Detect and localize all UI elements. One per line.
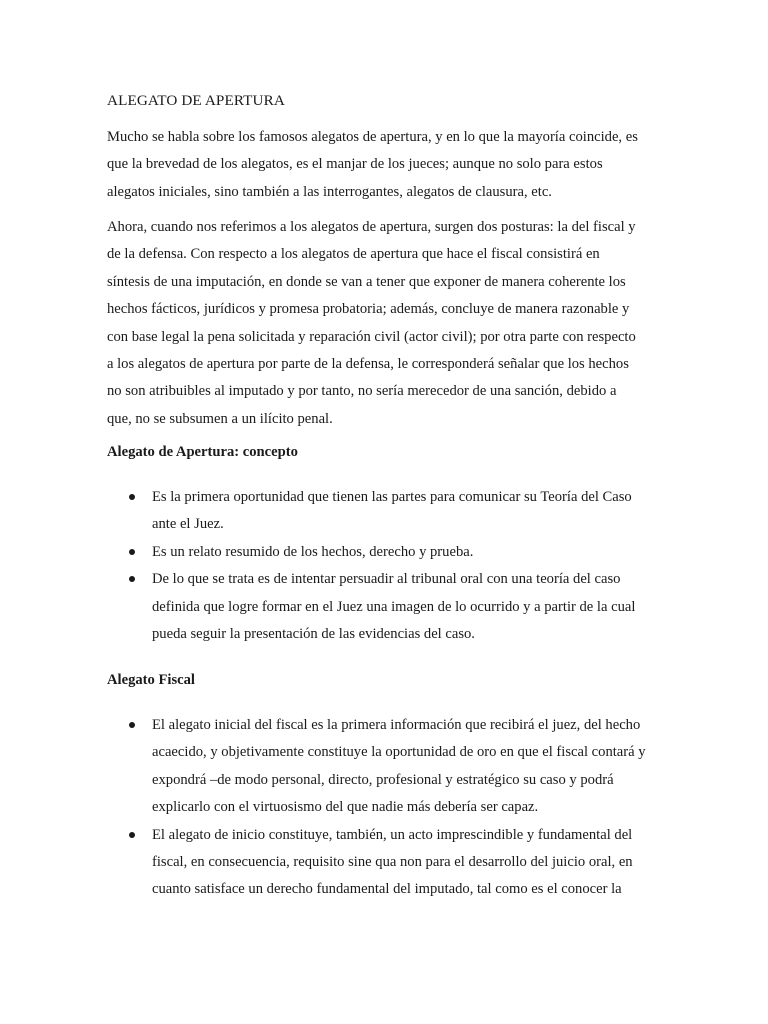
list-item-line: cuanto satisface un derecho fundamental del imputado, tal como es el conocer la: [152, 881, 622, 898]
list-item-line: expondrá –de modo personal, directo, profesional y estratégico su caso y podrá: [152, 771, 614, 788]
list-item: [107, 566, 677, 648]
list-item-line: El alegato de inicio constituye, también, un acto imprescindible y fundamental del: [152, 826, 633, 843]
list-item-line: El alegato inicial del fiscal es la primera información que recibirá el juez, del hecho: [152, 717, 641, 733]
list-item: [107, 539, 677, 566]
paragraph-line: Ahora, cuando nos referimos a los alegatos de apertura, surgen dos posturas: la del fiscal y: [107, 219, 636, 235]
paragraph-line: alegatos iniciales, sino también a las interrogantes, alegatos de clausura, etc.: [107, 183, 552, 200]
bullet-icon: [129, 832, 135, 838]
list-item-line: De lo que se trata es de intentar persuadir al tribunal oral con una teoría del caso: [152, 571, 621, 588]
paragraph-intro: [107, 124, 667, 206]
bullet-list-concepto: [107, 484, 677, 648]
paragraph-line: no son atribuibles al imputado y por tanto, no sería merecedor de una sanción, debido a: [107, 383, 617, 400]
list-item-line: definida que logre formar en el Juez una imagen de lo ocurrido y a partir de la cual: [152, 598, 636, 615]
list-item-line: fiscal, en consecuencia, requisito sine qua non para el desarrollo del juicio oral, en: [152, 854, 633, 871]
list-item-line: Es la primera oportunidad que tienen las partes para comunicar su Teoría del Caso: [152, 489, 632, 505]
paragraph-line: que la brevedad de los alegatos, es el manjar de los jueces; aunque no solo para estos: [107, 156, 603, 173]
bullet-list-fiscal: [107, 712, 677, 904]
list-item: [107, 712, 677, 822]
paragraph-line: que, no se subsumen a un ilícito penal.: [107, 410, 333, 427]
bullet-icon: [129, 576, 135, 582]
list-item: [107, 822, 677, 904]
list-item-line: explicarlo con el virtuosismo del que nadie más debería ser capaz.: [152, 799, 539, 816]
heading-fiscal: Alegato Fiscal: [107, 672, 195, 688]
list-item-line: pueda seguir la presentación de las evidencias del caso.: [152, 626, 475, 643]
paragraph-posturas: [107, 214, 667, 433]
paragraph-line: a los alegatos de apertura por parte de la defensa, le corresponderá señalar que los hechos: [107, 356, 629, 373]
heading-concepto: Alegato de Apertura: concepto: [107, 444, 298, 460]
paragraph-line: Mucho se habla sobre los famosos alegatos de apertura, y en lo que la mayoría coincide, es: [107, 129, 638, 145]
list-item-line: ante el Juez.: [152, 516, 224, 533]
document-title: ALEGATO DE APERTURA: [107, 92, 285, 109]
list-item-line: Es un relato resumido de los hechos, derecho y prueba.: [152, 543, 474, 560]
bullet-icon: [129, 549, 135, 555]
paragraph-line: con base legal la pena solicitada y reparación civil (actor civil); por otra parte con respecto: [107, 328, 636, 345]
bullet-icon: [129, 494, 135, 500]
paragraph-line: hechos fácticos, jurídicos y promesa probatoria; además, concluye de manera razonable y: [107, 301, 630, 318]
list-item-line: acaecido, y objetivamente constituye la oportunidad de oro en que el fiscal contará y: [152, 744, 646, 761]
list-item: [107, 484, 677, 539]
paragraph-line: síntesis de una imputación, en donde se van a tener que exponer de manera coherente los: [107, 273, 626, 290]
paragraph-line: de la defensa. Con respecto a los alegatos de apertura que hace el fiscal consistirá en: [107, 246, 600, 263]
bullet-icon: [129, 722, 135, 728]
